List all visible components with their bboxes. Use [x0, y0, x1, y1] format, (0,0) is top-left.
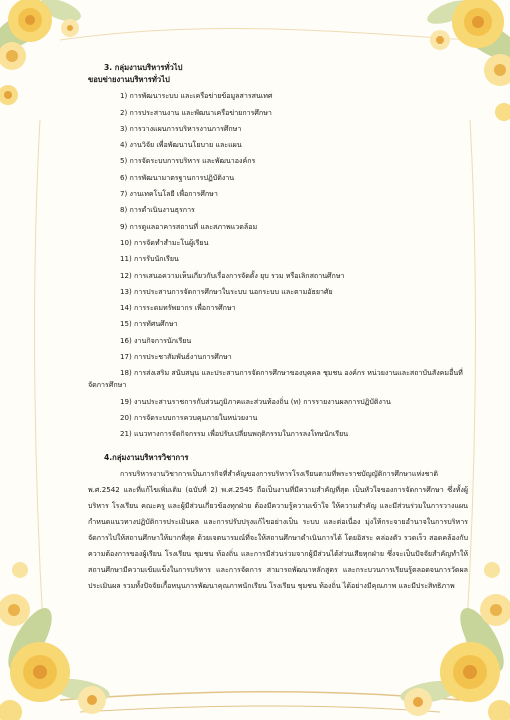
document-body	[88, 62, 468, 594]
list-item: 16) งานกิจการนักเรียน	[120, 335, 192, 345]
section-3-heading: 3. กลุ่มงานบริหารทั่วไป	[104, 63, 183, 72]
list-item: 1) การพัฒนาระบบ และเครือข่ายข้อมูลสารสนเทศ	[120, 91, 273, 101]
list-item: 9) การดูแลอาคารสถานที่ และสภาพแวดล้อม	[120, 221, 258, 231]
list-item: 5) การจัดระบบการบริหาร และพัฒนาองค์กร	[120, 156, 256, 166]
section-3-list	[88, 90, 468, 440]
section-4-heading: 4.กลุ่มงานบริหารวิชาการ	[104, 453, 189, 463]
list-item: 3) การวางแผนการบริหารงานการศึกษา	[120, 123, 242, 133]
list-item: 20) การจัดระบบการควบคุมภายในหน่วยงาน	[120, 412, 258, 422]
section-3-subheading: ขอบข่ายงานบริหารทั่วไป	[88, 75, 170, 84]
list-item: 18) การส่งเสริม สนับสนุน และประสานการจัดการศึกษาของบุคคล ชุมชน องค์กร หน่วยงานและสถาบันสังคมอื่นที่จัดการศึกษา	[88, 368, 463, 390]
list-item: 7) งานเทคโนโลยี เพื่อการศึกษา	[120, 189, 218, 199]
section-4-paragraph: การบริหารงานวิชาการเป็นภารกิจที่สำคัญของการบริหารโรงเรียนตามที่พระราชบัญญัติการศึกษาแห่งชาติ พ.ศ.2542 และที่แก้ไขเพิ่มเติม (ฉบับที่ 2) พ.ศ.2545 ถือเป็นงานที่มีความสำคัญที่สุด เป็นหัวใจของการจัดการศึกษา ซึ่งทั้งผู้บริหาร โรงเรียน คณะครู และผู้มีส่วนเกี่ยวข้องทุกฝ่าย ต้องมีความรู้ความเข้าใจ ให้ความสำคัญ และมีส่วนร่วมในการวางแผนกำหนดแนวทางปฏิบัติการประเมินผล และการปรับปรุงแก้ไขอย่างเป็น ระบบ และต่อเนื่อง มุ่งให้กระจายอำนาจในการบริหารจัดการไปให้สถานศึกษาให้มากที่สุด ด้วยเจตนารมณ์ที่จะให้สถานศึกษาดำเนินการได้ โดยอิสระ คล่องตัว รวดเร็ว สอดคล้องกับความต้องการของผู้เรียน โรงเรียน ชุมชน ท้องถิ่น และการมีส่วนร่วมจากผู้มีส่วนได้ส่วนเสียทุกฝ่าย ซึ่งจะเป็นปัจจัยสำคัญทำให้สถานศึกษามีความเข้มแข็งในการบริหาร และการจัดการ สามารถพัฒนาหลักสูตร และกระบวนการเรียนรู้ตลอดจนการวัดผล ประเมินผล รวมทั้งปัจจัยเกื้อหนุนการพัฒนาคุณภาพนักเรียน โรงเรียน ชุมชน ท้องถิ่น ได้อย่างมีคุณภาพ และมีประสิทธิภาพ	[88, 469, 468, 591]
list-item: 19) งานประสานราชการกับส่วนภูมิภาคและส่วนท้องถิ่น (ท) การรายงานผลการปฏิบัติงาน	[120, 396, 391, 406]
list-item: 13) การประสานการจัดการศึกษาในระบบ นอกระบบ และตามอัธยาศัย	[120, 286, 333, 296]
list-item: 6) การพัฒนามาตรฐานการปฏิบัติงาน	[120, 172, 235, 182]
flower-cluster-top-left	[0, 0, 84, 105]
list-item: 11) การรับนักเรียน	[120, 254, 179, 264]
list-item: 17) การประชาสัมพันธ์งานการศึกษา	[120, 352, 232, 362]
list-item: 8) การดำเนินงานธุรการ	[120, 205, 195, 215]
list-item: 21) แนวทางการจัดกิจกรรม เพื่อปรับเปลี่ยนพฤติกรรมในการลงโทษนักเรียน	[120, 429, 349, 439]
list-item: 12) การเสนอความเห็นเกี่ยวกับเรื่องการจัดตั้ง ยุบ รวม หรือเลิกสถานศึกษา	[120, 270, 345, 280]
list-item: 2) การประสานงาน และพัฒนาเครือข่ายการศึกษา	[120, 107, 272, 117]
list-item: 10) การจัดทำสำมะโนผู้เรียน	[120, 237, 209, 247]
list-item: 4) งานวิจัย เพื่อพัฒนานโยบาย และแผน	[120, 140, 242, 150]
list-item: 15) การทัศนศึกษา	[120, 319, 178, 329]
list-item: 14) การระดมทรัพยากร เพื่อการศึกษา	[120, 303, 236, 313]
